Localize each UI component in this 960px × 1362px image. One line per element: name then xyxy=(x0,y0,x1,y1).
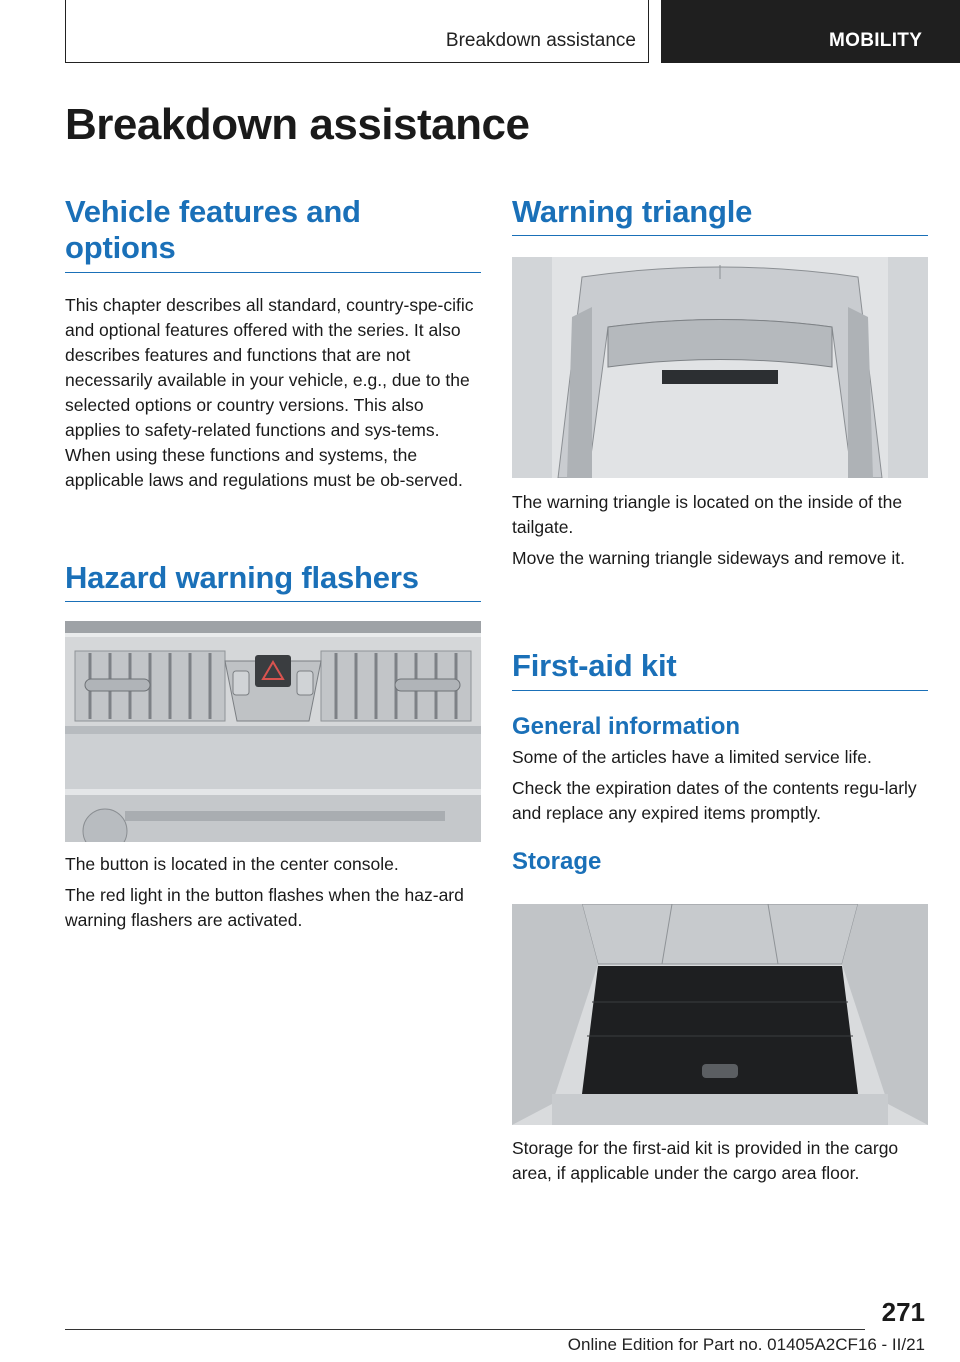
heading-rule xyxy=(512,235,928,236)
storage-text: Storage for the first-aid kit is provided in the cargo area, if applicable under the cargo area floor. xyxy=(512,1138,899,1183)
general-info-heading: General information xyxy=(512,713,741,740)
vehicle-features-text: This chapter describes all standard, country-spe-cific and optional features offered with the series. It also describes features and functions that are not necessarily available in your vehicle, e.g., due to the selected options or country versions. This also applies to safety-related functions and sys-tems. When using these functions and systems, the applicable laws and regulations must be ob-served. xyxy=(65,295,474,490)
hazard-heading: Hazard warning flashers xyxy=(65,560,419,595)
general-info-text-1: Some of the articles have a limited service life. xyxy=(512,747,872,767)
triangle-text-block xyxy=(512,490,928,571)
hazard-section xyxy=(65,560,481,602)
warning-triangle-section xyxy=(512,194,928,236)
warning-triangle-heading: Warning triangle xyxy=(512,194,753,229)
storage-text-block xyxy=(512,1136,928,1186)
first-aid-section xyxy=(512,648,928,876)
first-aid-heading: First-aid kit xyxy=(512,648,677,683)
general-info-text-2: Check the expiration dates of the contents regu-larly and replace any expired items promptly. xyxy=(512,778,917,823)
vehicle-features-section xyxy=(65,194,481,493)
page-title: Breakdown assistance xyxy=(65,100,530,149)
header-section-tab xyxy=(661,0,960,63)
hazard-button-image xyxy=(65,621,481,842)
storage-heading: Storage xyxy=(512,848,602,875)
page-number: 271 xyxy=(881,1297,925,1327)
hazard-text-block xyxy=(65,852,481,933)
heading-rule xyxy=(65,601,481,602)
vehicle-features-heading: Vehicle features and options xyxy=(65,194,361,265)
hazard-text-1: The button is located in the center console. xyxy=(65,854,399,874)
header-chapter-box xyxy=(65,0,649,63)
header-section-label: MOBILITY xyxy=(829,30,923,51)
triangle-text-1: The warning triangle is located on the inside of the tailgate. xyxy=(512,492,903,537)
triangle-text-2: Move the warning triangle sideways and remove it. xyxy=(512,548,905,568)
tailgate-image xyxy=(512,257,928,478)
footer-edition: Online Edition for Part no. 01405A2CF16 - II/21 xyxy=(567,1335,925,1354)
cargo-area-image xyxy=(512,904,928,1125)
heading-rule xyxy=(65,272,481,273)
header-title: Breakdown assistance xyxy=(445,30,636,51)
hazard-text-2: The red light in the button flashes when the haz-ard warning flashers are activated. xyxy=(65,885,464,930)
footer-rule xyxy=(65,1329,865,1330)
heading-rule xyxy=(512,690,928,691)
